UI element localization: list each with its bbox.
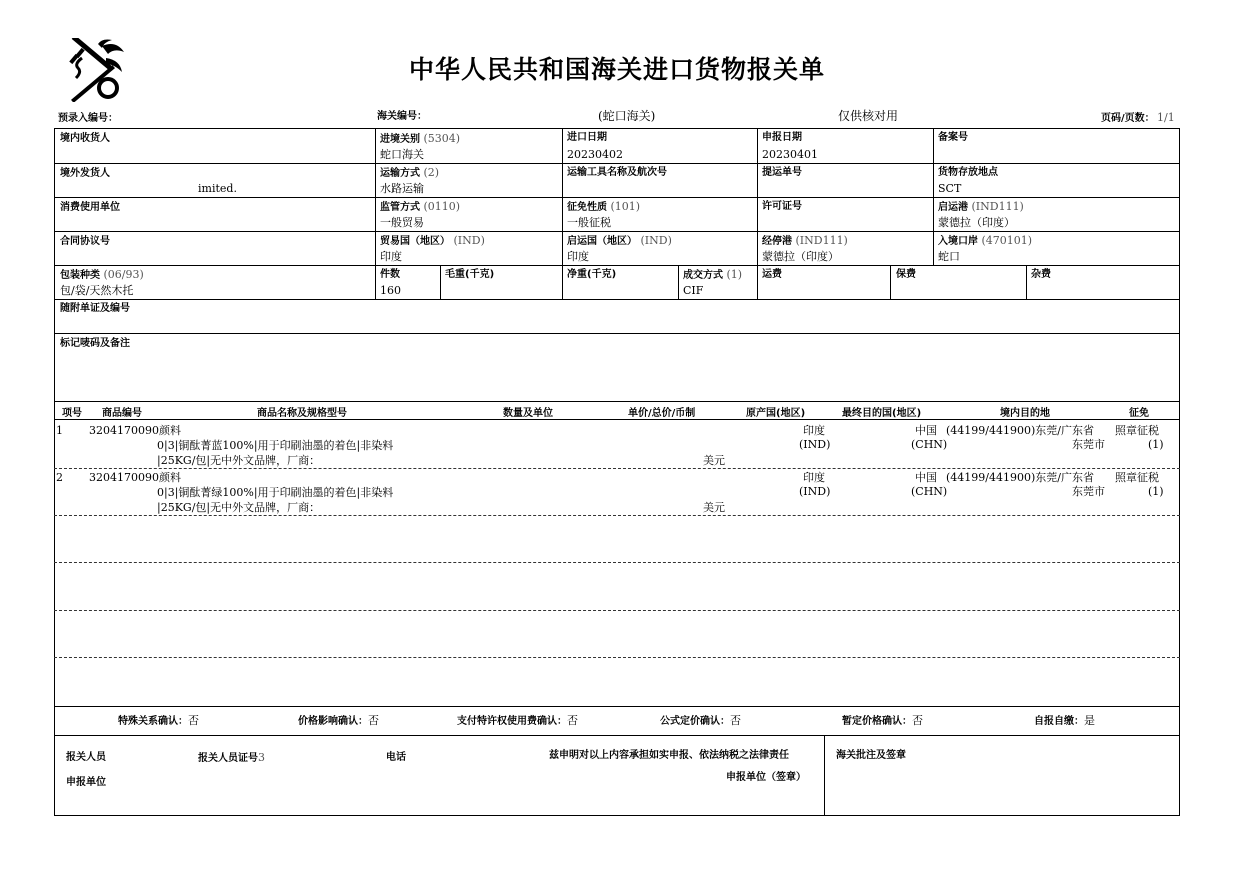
col-dest-domestic: 境内目的地: [1000, 408, 1050, 419]
col-code: 商品编号: [102, 408, 142, 419]
prerecord-label: 预录入编号：: [58, 113, 118, 124]
entry-customs-value: 蛇口海关: [380, 148, 424, 161]
entry-customs-label: 进境关别 (5304): [380, 132, 461, 145]
consumer-label: 消费使用单位: [60, 202, 120, 213]
col-qty: 数量及单位: [503, 408, 553, 419]
transit-port-value: 蒙德拉（印度）: [762, 250, 839, 263]
col-dest-country: 最终目的国(地区): [842, 408, 922, 419]
verify-only: 仅供核对用: [838, 109, 899, 123]
page-value: 1/1: [1157, 111, 1175, 124]
royalty-confirm: 支付特许权使用费确认：否: [457, 714, 578, 727]
item-currency: 美元: [703, 454, 725, 467]
col-item: 项号: [62, 408, 82, 419]
col-name: 商品名称及规格型号: [257, 408, 347, 419]
item-spec-2: |25KG/包|无中外文品牌，厂商：: [157, 454, 321, 467]
customs-no-label: 海关编号：: [377, 111, 427, 122]
item-spec-1: 0|3|铜酞菁蓝100%|用于印刷油墨的着色|非染料: [157, 439, 394, 452]
import-date-label: 进口日期: [567, 132, 607, 143]
depart-country-label: 启运国（地区） (IND): [567, 234, 672, 247]
item-levy-code: (1): [1148, 485, 1164, 498]
special-relation-confirm: 特殊关系确认：否: [118, 714, 199, 727]
tax-nature-label: 征免性质 (101): [567, 200, 641, 213]
supervision-label: 监管方式 (0110): [380, 200, 461, 213]
misc-label: 杂费: [1031, 269, 1051, 280]
depart-country-value: 印度: [567, 250, 589, 263]
record-no-label: 备案号: [938, 132, 968, 143]
item-currency: 美元: [703, 501, 725, 514]
statement-text: 兹申明对以上内容承担如实申报、依法纳税之法律责任: [549, 750, 789, 761]
declare-unit-label: 申报单位: [66, 777, 106, 788]
item-no: 1: [56, 424, 63, 437]
item-dest-city: 东莞市: [1072, 485, 1105, 498]
item-dest-domestic: (44199/441900)东莞/广东省: [946, 471, 1094, 484]
shipper-label: 境外发货人: [60, 168, 110, 179]
entry-port-label: 入境口岸 (470101): [938, 234, 1033, 247]
pieces-label: 件数: [380, 269, 400, 280]
item-origin-code: (IND): [799, 438, 831, 451]
freight-label: 运费: [762, 269, 782, 280]
net-weight-label: 净重(千克): [567, 269, 617, 280]
page-label: 页码/页数：: [1101, 113, 1155, 124]
contract-label: 合同协议号: [60, 236, 110, 247]
item-dest-city: 东莞市: [1072, 438, 1105, 451]
entry-port-value: 蛇口: [938, 250, 960, 263]
page-title: 中华人民共和国海关进口货物报关单: [408, 55, 825, 84]
import-date-value: 20230402: [567, 148, 623, 161]
item-dest-domestic: (44199/441900)东莞/广东省: [946, 424, 1094, 437]
item-dest-country-code: (CHN): [911, 485, 948, 498]
item-levy: 照章征税: [1115, 424, 1159, 437]
item-dest-country-code: (CHN): [911, 438, 948, 451]
attached-docs-label: 随附单证及编号: [60, 303, 130, 314]
insurance-label: 保费: [896, 269, 916, 280]
item-code-name: 3204170090颜料: [89, 424, 181, 437]
trade-country-label: 贸易国（地区） (IND): [380, 234, 485, 247]
supervision-value: 一般贸易: [380, 216, 424, 229]
col-origin: 原产国(地区): [746, 408, 806, 419]
marks-label: 标记唛码及备注: [60, 338, 130, 349]
self-report-confirm: 自报自缴：是: [1034, 714, 1095, 727]
transport-tool-label: 运输工具名称及航次号: [567, 167, 667, 178]
item-dest-country: 中国: [915, 471, 937, 484]
col-levy: 征免: [1129, 408, 1149, 419]
tax-nature-value: 一般征税: [567, 216, 611, 229]
shipper-value: imited.: [198, 182, 237, 195]
item-spec-1: 0|3|铜酞菁绿100%|用于印刷油墨的着色|非染料: [157, 486, 394, 499]
item-no: 2: [56, 471, 63, 484]
item-levy: 照章征税: [1115, 471, 1159, 484]
provisional-price-confirm: 暂定价格确认：否: [842, 714, 923, 727]
formula-price-confirm: 公式定价确认：否: [660, 714, 741, 727]
item-origin: 印度: [803, 471, 825, 484]
trade-country-value: 印度: [380, 250, 402, 263]
customs-name: (蛇口海关): [598, 109, 656, 123]
item-origin: 印度: [803, 424, 825, 437]
item-code-name: 3204170090颜料: [89, 471, 181, 484]
customs-approval-label: 海关批注及签章: [836, 750, 906, 761]
declare-date-value: 20230401: [762, 148, 818, 161]
item-levy-code: (1): [1148, 438, 1164, 451]
declarant-id-label: 报关人员证号3: [198, 751, 265, 764]
transport-mode-value: 水路运输: [380, 182, 424, 195]
consignee-label: 境内收货人: [60, 133, 110, 144]
depart-port-label: 启运港 (IND111): [938, 200, 1024, 213]
transit-port-label: 经停港 (IND111): [762, 234, 848, 247]
declare-date-label: 申报日期: [762, 132, 802, 143]
phone-label: 电话: [386, 752, 406, 763]
depart-port-value: 蒙德拉（印度）: [938, 216, 1015, 229]
package-type-label: 包装种类 (06/93): [60, 268, 144, 281]
declarant-label: 报关人员: [66, 752, 106, 763]
item-spec-2: |25KG/包|无中外文品牌，厂商：: [157, 501, 321, 514]
col-price: 单价/总价/币制: [628, 408, 696, 419]
pieces-value: 160: [380, 284, 401, 297]
bill-no-label: 提运单号: [762, 167, 802, 178]
storage-label: 货物存放地点: [938, 167, 998, 178]
gross-weight-label: 毛重(千克): [445, 269, 495, 280]
transport-mode-label: 运输方式 (2): [380, 166, 440, 179]
package-type-value: 包/袋/天然木托: [60, 284, 134, 297]
deal-mode-label: 成交方式 (1): [683, 268, 743, 281]
declare-unit-seal-label: 申报单位（签章）: [726, 772, 806, 783]
item-origin-code: (IND): [799, 485, 831, 498]
price-influence-confirm: 价格影响确认：否: [298, 714, 379, 727]
storage-value: SCT: [938, 182, 962, 195]
license-label: 许可证号: [762, 201, 802, 212]
item-dest-country: 中国: [915, 424, 937, 437]
deal-mode-value: CIF: [683, 284, 704, 297]
